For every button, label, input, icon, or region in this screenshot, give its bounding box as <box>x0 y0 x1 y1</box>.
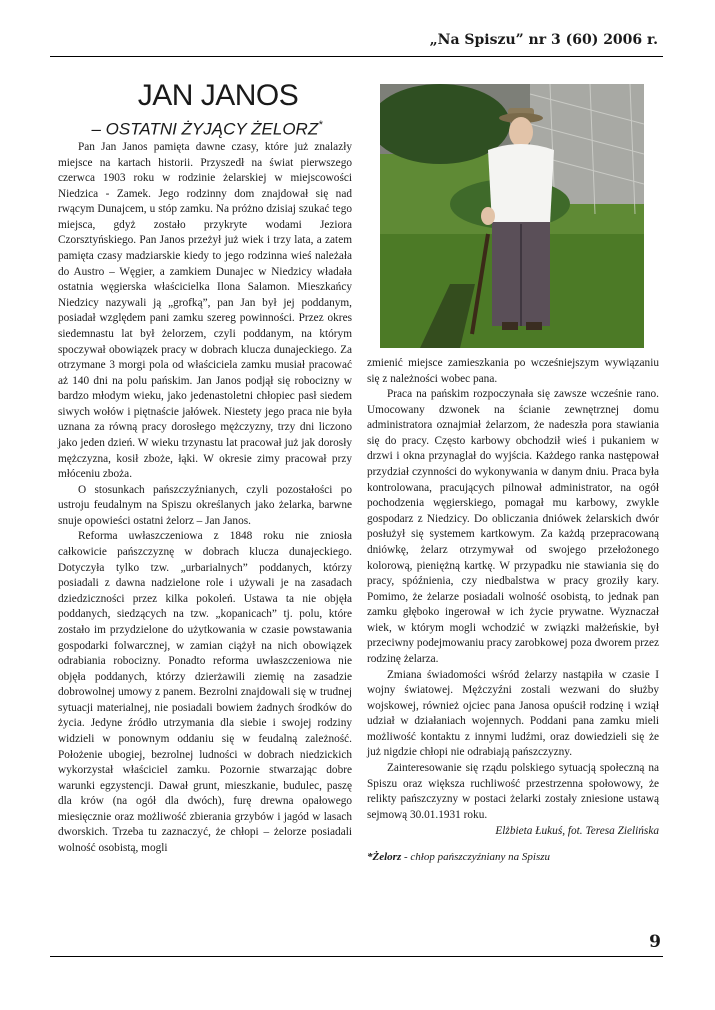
article-subtitle-text: – OSTATNI ŻYJĄCY ŻELORZ <box>91 119 319 139</box>
author-credit: Elżbieta Łukuś, fot. Teresa Zielińska <box>495 825 659 838</box>
portrait-photo <box>380 84 644 348</box>
header-rule <box>50 56 663 57</box>
paragraph: Pan Jan Janos pamięta dawne czasy, które już znalazły miejsce na kartach historii. Przyszedł na świat pierwszego czerwca 1903 roku w rodzinie żelarskiej w miejscowości Niedzica - Zamek. Jego rodzinny dom znajdował się nad rwącym Dunajcem, u stóp zamku. Na próżno dzisiaj szukać tego miejsca, gdyż zostało przykryte wodami Jeziora Czorsztyńskiego. Pan Janos przeżył już wiek i trzy lata, a zatem pamięta czasy madziarskie kiedy to jego rodzinna wieś należała do Austro – Węgier, a zamkiem Dunajec w Niedzicy władała ostatnia węgierska właścicielka Ilona Salamon. Mieszkańcy Niedzicy nazywali ją „grofką”, pan Jan był jej poddanym, posiadał względem pani zamku szereg powinności. Przez okres siedemnastu lat był żelorzem, czyli poddanym, na którym spoczywał obowiązek pracy w dobrach klucza dunajeckiego. Za otrzymane 3 morgi pola od właściciela zamku musiał pracować aż 140 dni na polu pańskim. Jan Janos podjął się robocizny w bardzo młodym wieku, jako jedenastoletni chłopiec pasł siedem siwych wołów i piętnaście jałówek. Niestety jego praca nie była uznana za równą pracy dorosłego mężczyzny, trzy dni liczono jako jeden dzień. W wieku trzynastu lat pracował już jak dorosły mężczyzna, kosił zboże, łąki. W okresie zimy pracował przy młóceniu zboża. <box>58 141 352 481</box>
paragraph: Reforma uwłaszczeniowa z 1848 roku nie zniosła całkowicie pańszczyznę w dobrach klucza dunajeckiego. Dotyczyła tylko tzw. „urbarialnych” poddanych, którzy posiadali z dawna nadzielone role i używali je na zasadach dziedziczności przez kilka pokoleń. Ustawa ta nie objęła poddanych, siedzących na tzw. „kopanicach” tj. polu, które zostało im przydzielone do użytkowania w czasie powstawania gospodarki folwarcznej, w zamian ciążył na nich obowiązek odrabiania robocizny. Ponadto reforma uwłaszczeniowa nie objęła poddanych, którzy dzierżawili ziemię na zasadzie dobrowolnej umowy z panem. Bezrolni znajdowali się w trudnej sytuacji materialnej, nie posiadali bowiem żadnych środków do życia. Jedyne źródło utrzymania dla siebie i swojej rodziny widzieli w ponownym oddaniu się w feudalną zależność. Położenie ubogiej, bezrolnej ludności w dobrach niedzickich wykorzystał właściciel zamku. Pozornie stwarzając dobre warunki egzystencji. Dawał grunt, mieszkanie, budulec, paszę dla krów (na ogół dla dwóch), furę drewna opałowego miesięcznie oraz możliwość zbierania grzybów i jagód w lasach dworskich. Trzeba tu zaznaczyć, że chłopi – żelorze posiadali wolność osobistą, mogli <box>58 530 352 855</box>
footnote <box>367 850 659 866</box>
paragraph: Zmiana świadomości wśród żelarzy nastąpiła w czasie I wojny światowej. Mężczyźni zostali wezwani do służby wojskowej, również ojciec pana Janosa opuścił rodzinę i wziął udział w działaniach wojennych. Poddani pana zamku mieli możliwość kontaktu z innymi ludźmi, oraz dowiedzieli się że już nigdzie chłopi nie odrabiają pańszczyzny. <box>367 668 659 759</box>
magazine-issue-header: „Na Spiszu” nr 3 (60) 2006 r. <box>429 32 658 48</box>
footnote-term: *Żelorz <box>367 850 402 863</box>
right-column <box>367 356 659 866</box>
article-subtitle <box>62 114 352 141</box>
paragraph: O stosunkach pańszczyźnianych, czyli pozostałości po ustroju feudalnym na Spiszu określanych jako żelarka, barwne snuje opowieści ostatni żelorz – Jan Janos. <box>58 483 352 527</box>
footnote-marker: * <box>318 119 323 131</box>
paragraph: Zainteresowanie się rządu polskiego sytuacją społeczną na Spiszu oraz większa ruchliwość przestrzenna społowowy, że relikty pańszczyzny w postaci żelarki zostały zniesione ustawą sejmową 30.01.1931 roku. <box>367 762 659 821</box>
page-number: 9 <box>649 932 661 952</box>
paragraph: Praca na pańskim rozpoczynała się zawsze wcześnie rano. Umocowany dzwonek na ścianie zewnętrznej domu administratora oznajmiał żelarzom, że nadeszła pora stawiania się do pracy. Często karbowy obchodził wieś i pukaniem w drzwi i okna przynaglał do wyjścia. Każdego ranka następował przydział czynności do wykonywania w danym dniu. Praca była kontrolowana, pracujących pilnował administrator, na ogół pochodzenia węgierskiego, pomagał mu karbowy, zwykle gospodarz z Niedzicy. Do obliczania dniówek żelarskich dwór posłużył się systemem kartkowym. Za każdą przepracowaną dniówkę, żelarz otrzymywał od swojego przełożonego kolorową, pieniężną kartkę. W przypadku nie stawiania się do pracy, spóźnienia, czy niedbalstwa w pracy groziły kary. Pomimo, że żelarze posiadali wolność osobistą, to jednak pan zamku głęboko ingerował w ich życie prywatne. Wyznaczał wiek, w którym mogli wchodzić w związki małżeńskie, był przeciwny podejmowaniu pracy zarobkowej poza dworem przez rodzinę żelarza. <box>367 388 659 665</box>
photo-illustration <box>380 84 644 348</box>
paragraph: zmienić miejsce zamieszkania po wcześniejszym wywiązaniu się z należności wobec pana. <box>367 357 659 385</box>
article-title: JAN JANOS <box>137 79 299 112</box>
footer-rule <box>50 956 663 957</box>
left-column <box>58 140 352 857</box>
footnote-text: - chłop pańszczyźniany na Spiszu <box>401 850 551 863</box>
